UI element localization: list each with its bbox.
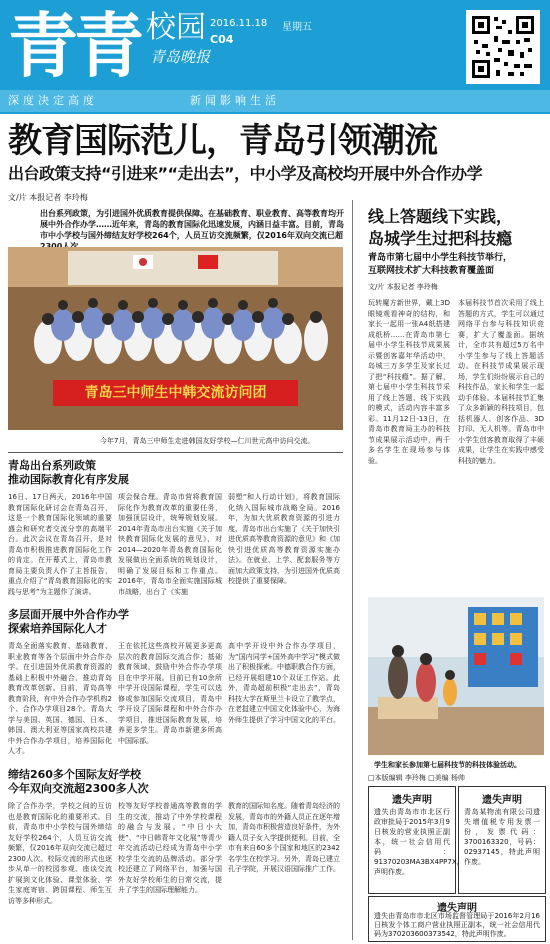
section3-column-3: 教育的国际知名度。随着青岛经济的发展，青岛市的外籍人员正在逐年增加，青岛市积极营造良好条件，为外籍人员子女入学提供便利。目前，全市有来自60多个国家和地区的2342名学生在校学习。另外，青岛已建立孔子学院，开展汉语国际推广工作。 (228, 802, 340, 873)
notice-title: 遗失声明 (437, 903, 477, 914)
group-photo (8, 247, 343, 430)
qr-code-icon (466, 10, 540, 84)
notice-text: 遗失由青岛市市北区行政审批局于2015年3月9日核发的营业执照正副本，统一社会信用代码：91370203MA3BX4PP7X，声明作废。 (374, 808, 464, 876)
section1-column-1: 16日、17日两天，2016年中国教育国际化研讨会在青岛召开，这是一个教育国际化领域的重要盛会和研究者交流分享的高端平台。此次会议在青岛召开，是对青岛市积极推进教育国际化工作的肯定。在开幕式上，青岛市教育局主要负责人作了主旨报告，重点介绍了“青岛教育国际化的实践与思考”为主题作了演讲。 (8, 493, 112, 596)
main-subheadline: 出台政策支持“引进来”“走出去”，中小学及高校均开展中外合作办学 (8, 164, 483, 183)
notice-text: 遗失由青岛市市北区市场监督管理局于2016年2月16日核发个体工商户营业执照正副本，统一社会信用代码为370203600373542，特此声明作废。 (374, 912, 540, 938)
brand-subtitle: 校园 (146, 10, 206, 45)
section1-column-3: 弱塑“和人行动计划》，将教育国际化纳入国际城市战略全局。2016年，为加大优质教育资源的引进力度，青岛市出台实施了《关于加快引进优质高等教育资源的意见》和《加快引进优质高等教育资源实施办法》。在就业、上学、配套服务等方面加大政策支持，为引进国外优质高校提供了重要保障。 (228, 493, 340, 585)
issue-date: 2016.11.18 (210, 18, 268, 29)
main-headline: 教育国际范儿，青岛引领潮流 (8, 121, 437, 161)
notice-title: 遗失声明 (482, 795, 522, 806)
divider (8, 452, 343, 453)
notice-box-2 (458, 786, 546, 894)
byline: 文/片 本报记者 李玲梅 (8, 193, 88, 202)
lead-paragraph: 出台系列政策，为引进国外优质教育提供保障。在基础教育、职业教育、高等教育均开展中外合作办学……近年来，青岛的教育国际化迅速发展，内涵日益丰富。目前，青岛市中小学校与国外缔结友好学校264个，人员互访交流频繁，仅2016年双向交流已超 (40, 209, 344, 240)
notice-box-3 (368, 896, 546, 942)
right-subtitle-line1: 青岛市第七届中小学生科技节举行， (368, 253, 513, 263)
section2-column-1: 青岛全面落实教育、基础教育、职业教育等各个层面中外合作办学。在引进国外优质教育资源的基础上积极中外融合，推动青岛教育改革创新。目前，青岛高等教育阶段，有中外合作办学机构2个、合作办学项目28个。青岛大学与美国、英国、德国、日本、韩国、澳大利亚等国家高校共建中外合作办学项目，培养国际化人才。 (8, 642, 112, 755)
notice-title: 遗失声明 (392, 795, 432, 806)
editor-credits: □本版编辑 李玲梅 □美编 杨帅 (368, 774, 465, 782)
section3-title-line2: 今年双向交流超2300多人次 (8, 782, 149, 795)
section2-title-line1: 多层面开展中外合作办学 (8, 608, 129, 621)
section3-column-1: 除了合作办学，学校之间的互访也是教育国际化的重要形式。目前，青岛市中小学校与国外缔结友好学校264个，人员互访交流频繁，仅2016年双向交流已超过2300人次。校际交流的形式也逐步从单一的校园参观、座谈交流扩展到文化体验、课堂体验、学生家庭寄宿、跨国课程、师生互访等多种形式。 (8, 802, 112, 905)
paper-name: 青岛晚报 (150, 48, 211, 66)
section2-column-2: 王在依托这些高校开展更多更高层次的教育国际交流合作；基础教育领域，鼓励中外合作办学项目在中学开展。目前已有10余所中学开设国际课程，学生可以选修或参加国际交流项目，青岛中学开设了国际课程和中外合作办学项目，推进国际教育发展，培养更多学生。青岛市新建多所高中国际部。 (118, 642, 222, 745)
notice-box-1 (368, 786, 464, 894)
column-divider (352, 200, 353, 940)
section2-column-3: 高中学开设中外合作办学项目，为“国内同学+国外高中学习”模式做出了积极探索。中德职教合作方面，已经开展组建10个双证工作站。此外，青岛超前积极“走出去”，青岛科技大学在斯里兰卡设立了教学点，在老挝建立中国文化体验中心，为海外师生提供了学习中国文化的平台。 (228, 642, 340, 724)
right-article-title (368, 206, 512, 250)
page-number: C04 (210, 33, 234, 46)
slogan-left: 深度决定高度 (8, 94, 98, 107)
issue-weekday: 星期五 (282, 22, 312, 33)
notice-text: 青岛某物流有限公司遗失增值税专用发票一份，发票代码：3700163320，号码：02937145，特此声明作废。 (464, 808, 540, 866)
right-byline: 文/片 本报记者 李玲梅 (368, 283, 438, 291)
right-column-1: 玩转魔方新世界，戴上3D眼镜观看神奇的结构，和家长一起用一张A4纸搭建成纸桥……在青岛市第七届中小学生科技节成果展示暨创客嘉年华活动中，岛城三万多学生及家长过了把“科技瘾”。据了解，第七届中小学生科技节采用了线上答题、线下实践的模式，活动内容丰富多彩。11月12日-13日，在青岛市教育局主办的科技节成果展示活动中，两千多名学生在现场参与体验。 (368, 299, 450, 465)
right-column-2: 本届科技节首次采用了线上答题的方式，学生可以通过网络平台参与科技知识竞赛，扩大了覆盖面。据统计，全市共有超过5万名中小学生参与了线上答题活动。在科技节成果展示现场，学生们纷纷展示自己的科技作品，家长和学生一起动手体验。本届科技节汇集了众多新颖的科技项目，包括机器人、创客作品、3D打印、无人机等。青岛市中小学生创客教育取得了丰硕成果，让学生在实践中感受科技的魅力。 (458, 299, 544, 465)
right-title-line1: 线上答题线下实践， (368, 207, 513, 226)
section1-title-line1: 青岛出台系列政策 (8, 459, 96, 472)
section3-title-line1: 缔结260多个国际友好学校 (8, 768, 141, 781)
right-article-subtitle (368, 252, 512, 278)
section3-column-2: 校等友好学校普通高等教育的学生的交流，推动了中外学校课程的融合与发展。“中日小大使”、“中日韩青年文化展”等青少年交流活动已经成为青岛中小学校学生交流的品牌活动。部分学校还建立了网络平台，加强与国外友好学校师生的日常交流，提升了学生的国际理解能力。 (118, 802, 222, 894)
slogan-right: 新闻影响生活 (190, 94, 280, 107)
science-fair-photo (368, 597, 544, 755)
slogan-bar (0, 90, 550, 112)
right-subtitle-line2: 互联网技术扩大科技教育覆盖面 (368, 266, 495, 276)
section1-title-line2: 推动国际教育化有序发展 (8, 473, 129, 486)
photo2-caption: 学生和家长参加第七届科技节的科技体验活动。 (374, 761, 521, 769)
photo-caption: 今年7月，青岛三中师生走进韩国友好学校—仁川世元高中访问交流。 (100, 437, 315, 445)
section1-column-2: 项会保合理。青岛市营将教育国际化作为教育改革的重要任务，加强顶层设计，统筹规划发展。2014年青岛市出台实施《关于加快教育国际化发展的意见》，对2014—2020年青岛教育国际化发展做出全面系统的规划设计，明确了发展目标和工作重点。2016年，青岛市全面实施国际城市战略，出台了《实施 (118, 493, 222, 596)
brand-title: 青青 (8, 4, 140, 87)
right-title-line2: 岛城学生过把科技瘾 (368, 229, 513, 248)
photo-banner: 青岛三中师生中韩交流访问团 (84, 385, 267, 401)
section2-title-line2: 探索培养国际化人才 (8, 622, 107, 635)
